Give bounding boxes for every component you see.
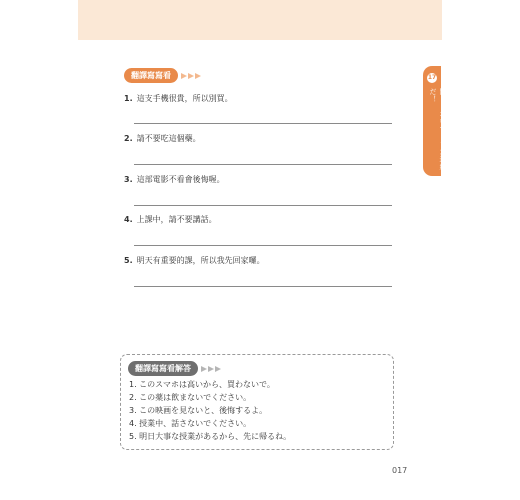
answer-line-5[interactable] <box>134 286 392 287</box>
answer-key-box <box>120 354 394 450</box>
section-title: 翻譯寫寫看 <box>124 68 178 83</box>
question-5: 5. 明天有重要的課，所以我先回家囉。 <box>124 256 265 265</box>
answer-3: 3. この映画を見ないと、後悔するよ。 <box>129 406 268 415</box>
chapter-number-badge: 17 <box>427 74 437 81</box>
answer-line-2[interactable] <box>134 164 392 165</box>
top-decorative-band <box>78 0 442 40</box>
answer-1: 1. このスマホは高いから、買わないで。 <box>129 380 275 389</box>
arrow-decoration-icon <box>201 366 222 372</box>
page-number: 017 <box>392 466 408 475</box>
answer-line-1[interactable] <box>134 123 392 124</box>
answer-line-4[interactable] <box>134 245 392 246</box>
question-2: 2. 請不要吃這個藥。 <box>124 134 201 143</box>
answer-key-header <box>128 361 222 376</box>
answer-4: 4. 授業中、話さないでください。 <box>129 419 252 428</box>
chapter-side-tab[interactable] <box>423 66 447 176</box>
answer-2: 2. この薬は飲まないでください。 <box>129 393 252 402</box>
translation-practice-header <box>124 68 202 83</box>
answer-key-title: 翻譯寫寫看解答 <box>128 361 198 376</box>
answer-5: 5. 明日大事な授業があるから、先に帰るね。 <box>129 432 292 441</box>
question-3: 3. 這部電影不看會後悔喔。 <box>124 175 225 184</box>
answer-line-3[interactable] <box>134 205 392 206</box>
arrow-decoration-icon <box>181 73 202 79</box>
chapter-title: 聞くしないで、また連絡だ！ <box>429 88 447 171</box>
question-1: 1. 這支手機很貴，所以別買。 <box>124 94 233 103</box>
question-4: 4. 上課中，請不要講話。 <box>124 215 217 224</box>
